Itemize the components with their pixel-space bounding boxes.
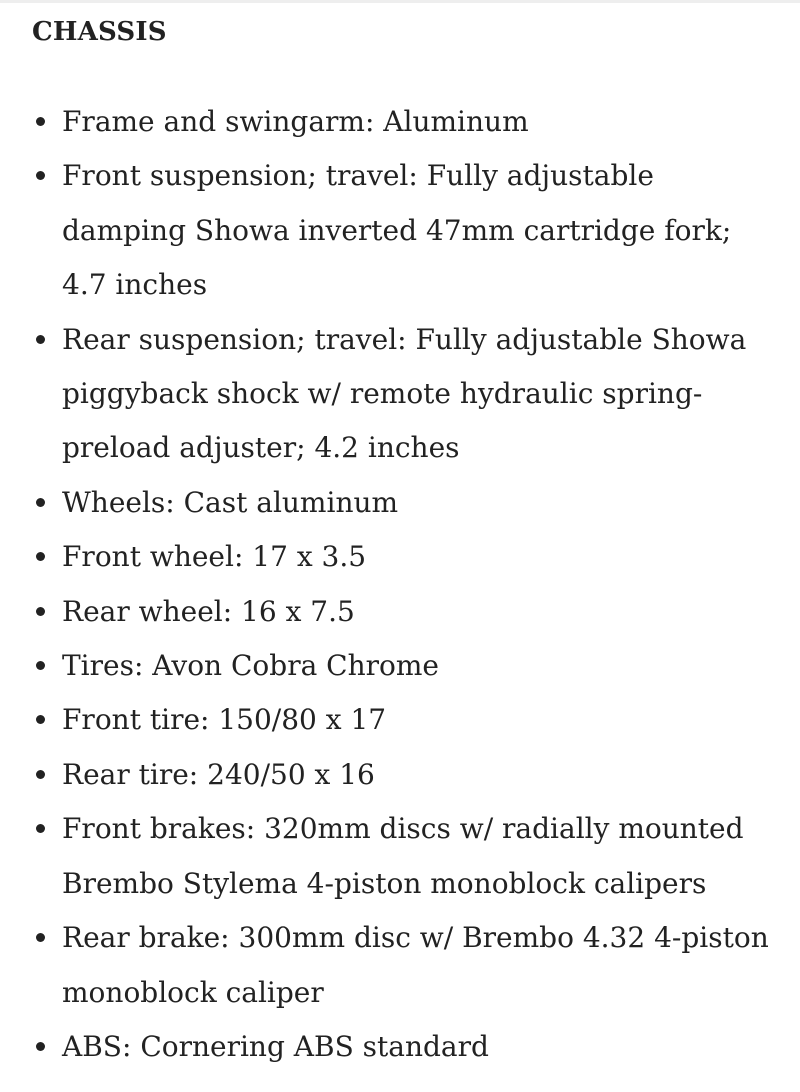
section-title: CHASSIS [32,17,167,47]
spec-text: Front tire: 150/80 x 17 [62,703,387,737]
bullet-icon [36,498,45,507]
spec-item-front-suspension [32,149,770,312]
bullet-icon [36,171,45,180]
bullet-icon [36,552,45,561]
spec-text: Frame and swingarm: Aluminum [62,105,529,138]
spec-item-rear-suspension [32,313,770,476]
bullet-icon [36,933,45,942]
spec-item-front-wheel [32,530,770,584]
spec-item-abs [32,1020,770,1074]
spec-text: Front wheel: 17 x 3.5 [62,540,367,574]
bullet-icon [36,824,45,833]
spec-item-tires [32,639,770,693]
spec-item-frame [32,95,770,149]
bullet-icon [36,770,45,779]
spec-text: Wheels: Cast aluminum [62,485,399,519]
spec-text: Front suspension; travel: Fully adjustable damping Showa inverted 47mm cartridge fork; 4.7 inches [62,159,732,302]
spec-item-rear-brake [32,911,770,1020]
spec-text: Rear wheel: 16 x 7.5 [62,594,355,628]
spec-text: ABS: Cornering ABS standard [62,1029,489,1063]
top-divider [0,0,800,3]
spec-text: Rear suspension; travel: Fully adjustable Showa piggyback shock w/ remote hydraulic spring-preload adjuster; 4.2 inches [62,322,747,465]
bullet-icon [36,117,45,126]
bullet-icon [36,607,45,616]
bullet-icon [36,1042,45,1051]
spec-text: Front brakes: 320mm discs w/ radially mounted Brembo Stylema 4-piston monoblock calipers [62,812,744,900]
spec-item-rear-wheel [32,585,770,639]
spec-item-wheels [32,476,770,530]
spec-text: Tires: Avon Cobra Chrome [62,649,439,683]
bullet-icon [36,661,45,670]
chassis-spec-list [32,95,770,1074]
spec-item-rear-tire [32,748,770,802]
spec-text: Rear brake: 300mm disc w/ Brembo 4.32 4-piston monoblock caliper [62,921,769,1009]
spec-text: Rear tire: 240/50 x 16 [62,757,375,791]
bullet-icon [36,715,45,724]
spec-item-front-tire [32,693,770,747]
bullet-icon [36,335,45,344]
spec-item-front-brakes [32,802,770,911]
